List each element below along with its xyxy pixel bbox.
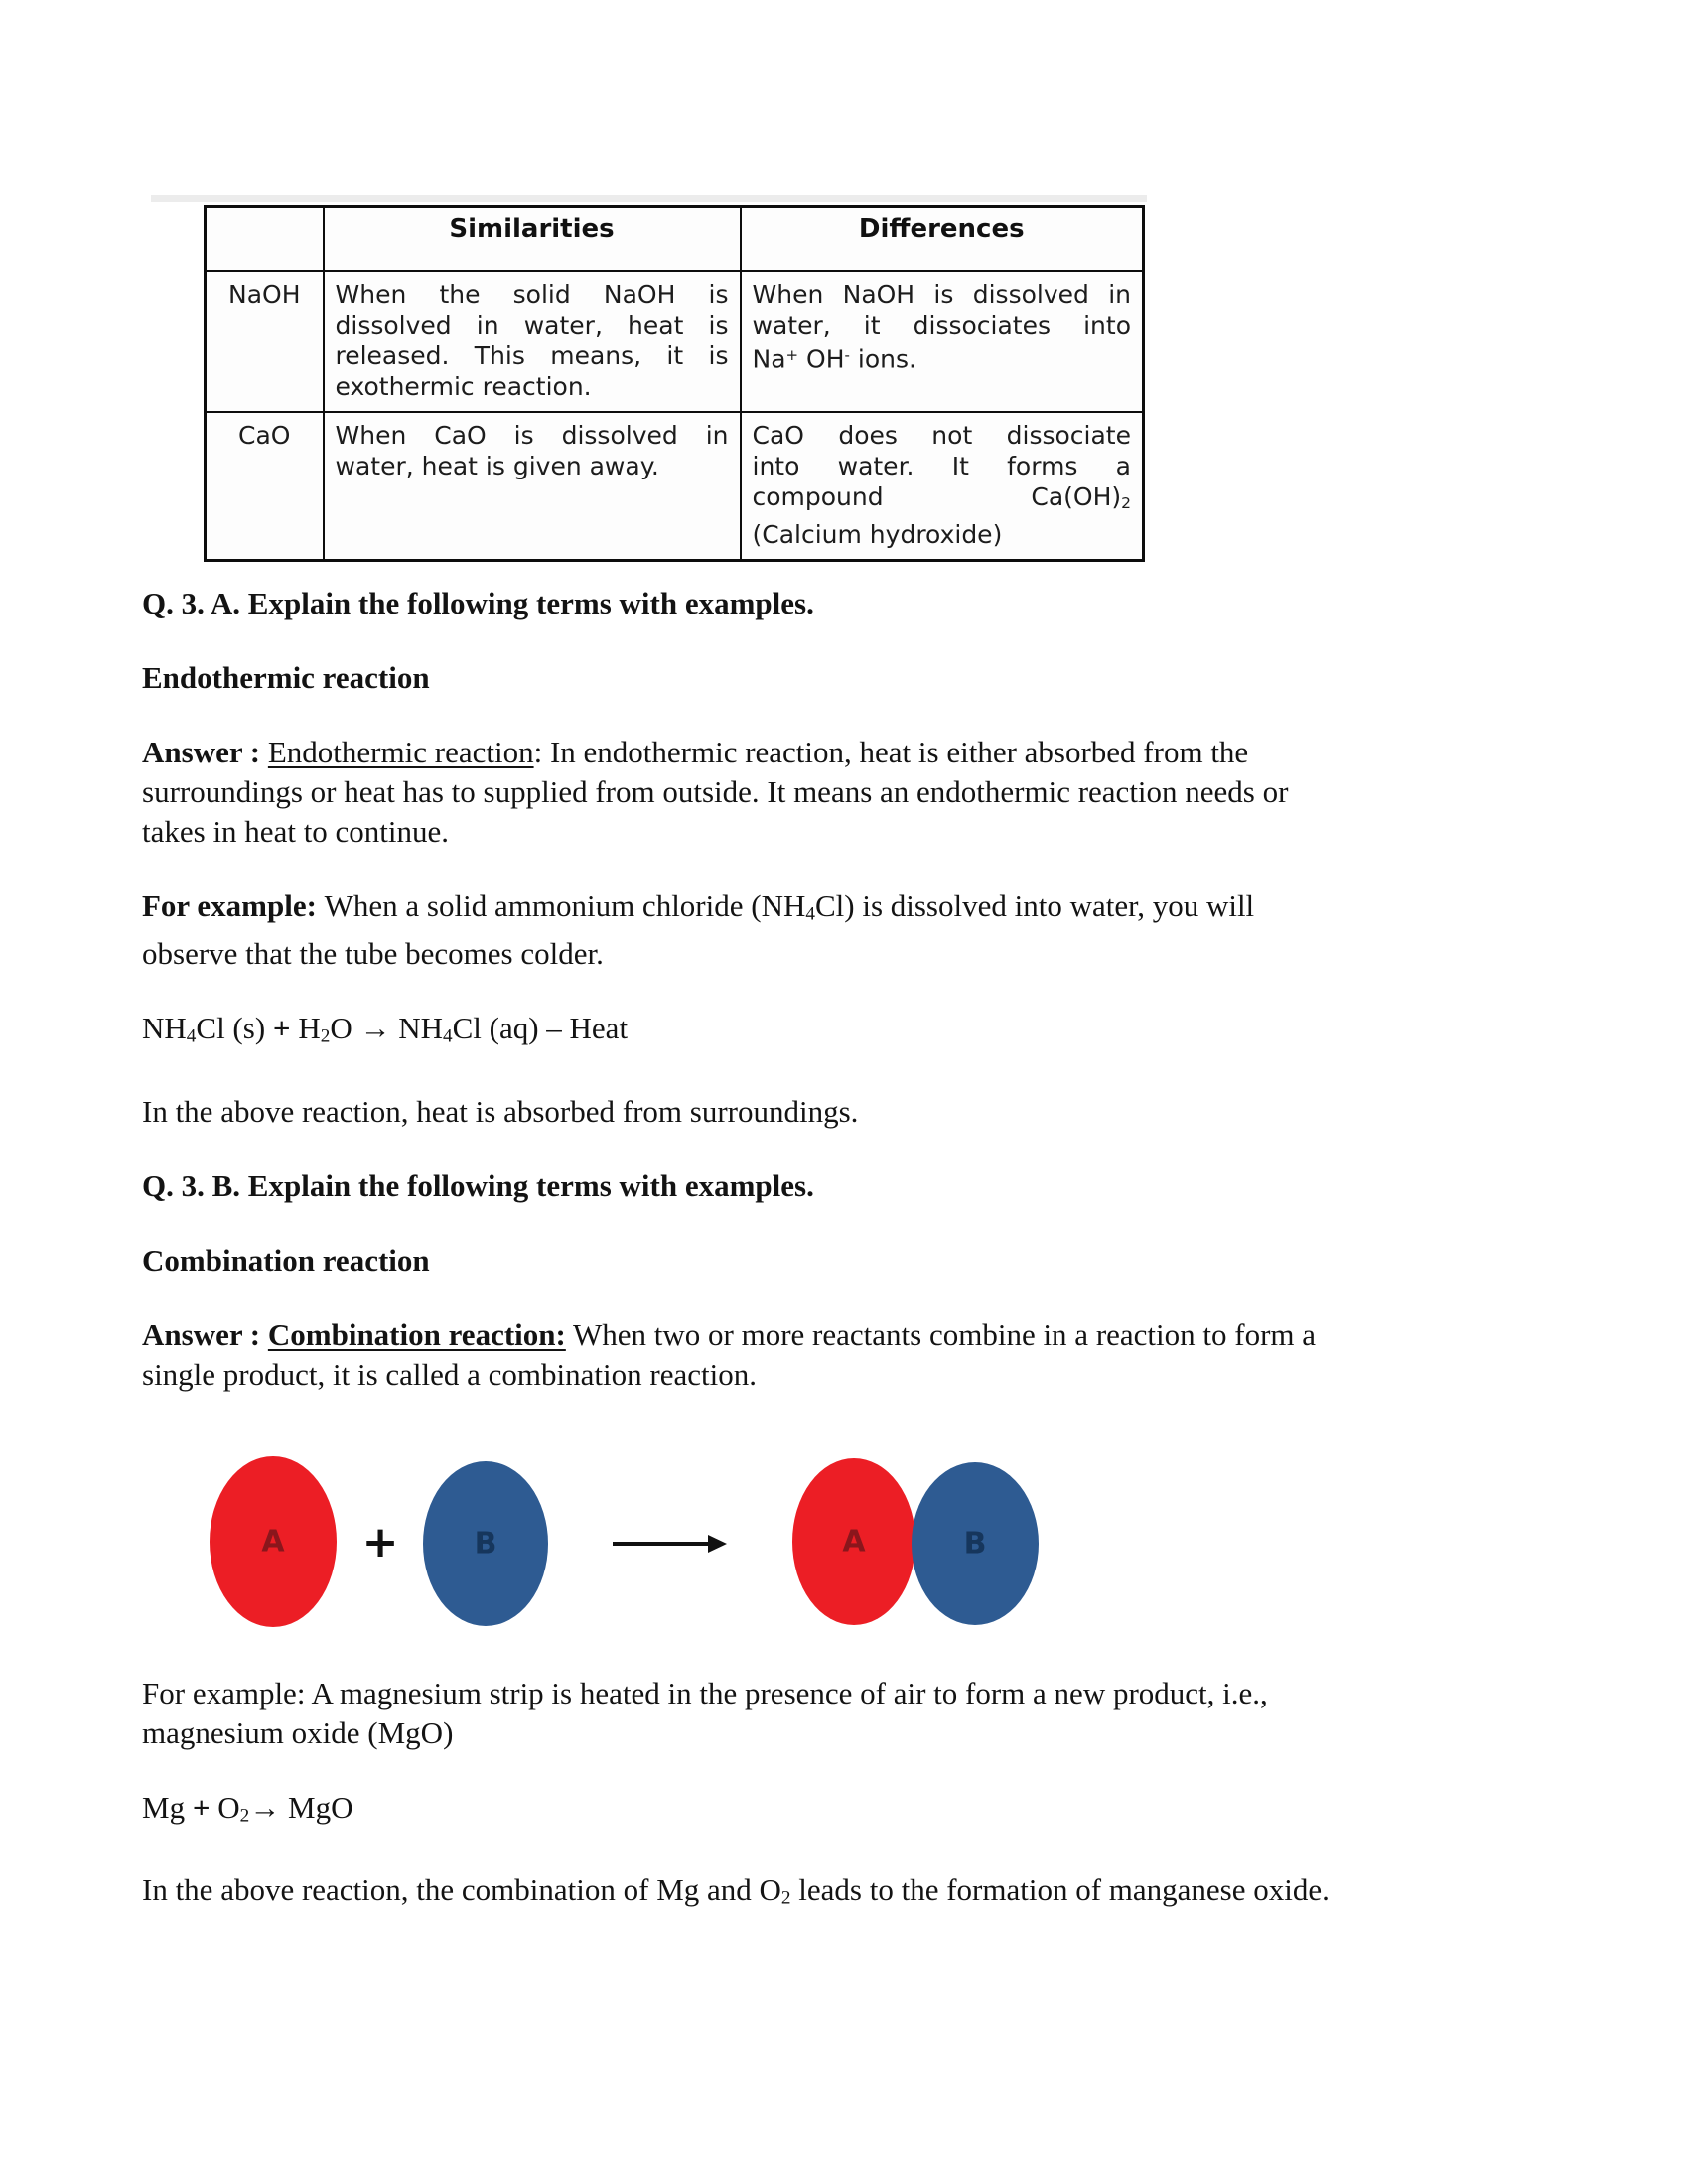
text-run: single product, it is called a combination reaction.: [142, 1356, 757, 1392]
text-run: released. This means, it is: [335, 341, 729, 370]
arrow-icon: [611, 1531, 728, 1557]
text-run: → MgO: [249, 1790, 353, 1825]
text-run: 4: [442, 1025, 453, 1047]
text-run: 2: [239, 1805, 250, 1827]
text-line: [142, 1355, 1522, 1395]
cell-line: [753, 519, 1132, 550]
text-run: For example: A magnesium strip is heated in the presence of air to form a new product, i.e.,: [142, 1676, 1268, 1710]
text-line: [142, 887, 1522, 934]
text-run: In the above reaction, heat is absorbed from surroundings.: [142, 1093, 859, 1129]
endothermic-answer: [142, 733, 1522, 852]
text-run: H: [290, 1011, 321, 1046]
cell-line: [753, 279, 1132, 310]
text-line: [142, 1241, 1522, 1281]
text-run: 2: [320, 1025, 331, 1047]
text-run: When CaO is dissolved in: [335, 421, 729, 450]
text-run: (Calcium hydroxide): [752, 519, 1003, 549]
text-line: [142, 1166, 1522, 1206]
text-run: Answer :: [142, 735, 268, 769]
product-b-circle: [912, 1462, 1039, 1625]
text-run: Cl) is dissolved into water, you will: [814, 888, 1255, 923]
endothermic-example: [142, 887, 1522, 974]
text-run: water, it dissociates into: [752, 311, 1131, 340]
text-run: +: [785, 346, 799, 364]
product-a-label: A: [842, 1524, 866, 1560]
plus-sign: +: [361, 1517, 399, 1568]
text-run: : In endothermic reaction, heat is either absorbed from the: [533, 735, 1249, 769]
table-row-label: NaOH: [206, 271, 324, 412]
text-run: compound Ca(OH): [752, 482, 1122, 511]
answer-section-bottom: [142, 1674, 1522, 1954]
text-line: [142, 1092, 1522, 1132]
text-run: -: [844, 346, 850, 364]
text-run: +: [192, 1790, 211, 1825]
text-line: [142, 658, 1522, 698]
product-b-label: B: [963, 1526, 987, 1562]
combination-conclusion: [142, 1870, 1522, 1918]
text-run: When the solid NaOH is: [335, 280, 729, 309]
differences-cell: [741, 271, 1144, 412]
combination-equation: [142, 1788, 1522, 1836]
text-run: into water. It forms a: [752, 452, 1131, 480]
scan-artifact: [151, 195, 1147, 202]
text-run: In the above reaction, the combination of Mg and O: [142, 1872, 781, 1908]
cell-line: [336, 371, 729, 402]
cell-line: [753, 481, 1132, 519]
table-corner-cell: [206, 207, 324, 272]
text-run: When a solid ammonium chloride (NH: [324, 888, 806, 923]
text-run: Combination reaction: [142, 1242, 430, 1278]
cell-line: [753, 420, 1132, 451]
text-run: 4: [186, 1025, 197, 1047]
question-3a-heading: [142, 584, 1522, 623]
text-run: exothermic reaction.: [335, 372, 592, 401]
text-run: Cl (s): [196, 1011, 273, 1046]
text-line: [142, 1870, 1522, 1918]
cell-line: [336, 420, 729, 451]
reactant-a-circle: [210, 1456, 337, 1627]
comparison-table: [204, 205, 1145, 562]
text-line: [142, 812, 1522, 852]
table-row: [206, 271, 1144, 412]
text-run: Endothermic reaction: [267, 735, 534, 769]
similarities-header: Similarities: [324, 207, 741, 272]
text-line: [142, 1674, 1522, 1713]
text-run: Q. 3. B. Explain the following terms with examples.: [142, 1167, 814, 1203]
text-line: [142, 1713, 1522, 1753]
text-run: observe that the tube becomes colder.: [142, 936, 604, 972]
text-line: [142, 584, 1522, 623]
text-run: When NaOH is dissolved in: [752, 280, 1131, 309]
text-run: +: [272, 1011, 291, 1046]
cell-line: [336, 451, 729, 481]
reactant-b-label: B: [474, 1526, 497, 1562]
text-run: surroundings or heat has to supplied from outside. It means an endothermic reaction needs or: [142, 774, 1289, 809]
text-run: dissolved in water, heat is: [335, 311, 729, 340]
cell-line: [336, 310, 729, 341]
text-run: water, heat is given away.: [335, 452, 659, 480]
answer-section-top: [142, 584, 1522, 1430]
combination-reaction-diagram: [142, 1422, 1234, 1670]
text-line: [142, 934, 1522, 974]
cell-line: [753, 451, 1132, 481]
text-run: 4: [805, 903, 815, 925]
text-run: magnesium oxide (MgO): [142, 1715, 454, 1750]
text-run: OH: [798, 344, 845, 374]
text-run: Answer :: [142, 1316, 268, 1352]
table-header-row: [206, 207, 1144, 272]
table-row: [206, 412, 1144, 560]
text-line: [142, 1009, 1522, 1056]
endothermic-equation: [142, 1009, 1522, 1056]
differences-cell: [741, 412, 1144, 560]
cell-line: [753, 341, 1132, 375]
text-run: takes in heat to continue.: [142, 814, 450, 849]
text-run: leads to the formation of manganese oxide.: [790, 1872, 1330, 1908]
text-line: [142, 1788, 1522, 1836]
endothermic-conclusion: [142, 1092, 1522, 1132]
similarities-cell: [324, 271, 741, 412]
text-run: O → NH: [330, 1011, 443, 1046]
text-run: CaO does not dissociate: [752, 421, 1131, 450]
text-line: [142, 733, 1522, 772]
text-run: Endothermic reaction: [142, 660, 430, 695]
text-line: [142, 772, 1522, 812]
reactant-b-circle: [423, 1461, 548, 1626]
cell-line: [336, 341, 729, 371]
combination-example: [142, 1674, 1522, 1753]
combination-heading: [142, 1241, 1522, 1281]
text-run: 2: [780, 1887, 791, 1909]
cell-line: [753, 310, 1132, 341]
endothermic-heading: [142, 658, 1522, 698]
text-run: For example:: [142, 888, 325, 923]
table-row-label: CaO: [206, 412, 324, 560]
text-run: Q. 3. A. Explain the following terms with examples.: [142, 586, 814, 620]
combination-answer: [142, 1315, 1522, 1395]
text-run: Na: [752, 344, 786, 374]
differences-header: Differences: [741, 207, 1144, 272]
text-run: 2: [1121, 493, 1131, 512]
text-run: ions.: [849, 344, 916, 374]
text-run: Combination reaction:: [267, 1316, 566, 1352]
similarities-cell: [324, 412, 741, 560]
product-a-circle: [792, 1458, 915, 1625]
text-run: Mg: [142, 1790, 193, 1825]
text-run: Cl (aq) – Heat: [452, 1011, 629, 1046]
question-3b-heading: [142, 1166, 1522, 1206]
cell-line: [336, 279, 729, 310]
text-run: NH: [142, 1011, 187, 1046]
text-run: O: [210, 1790, 240, 1825]
reactant-a-label: A: [261, 1524, 285, 1560]
text-run: When two or more reactants combine in a reaction to form a: [565, 1316, 1317, 1352]
text-line: [142, 1315, 1522, 1355]
